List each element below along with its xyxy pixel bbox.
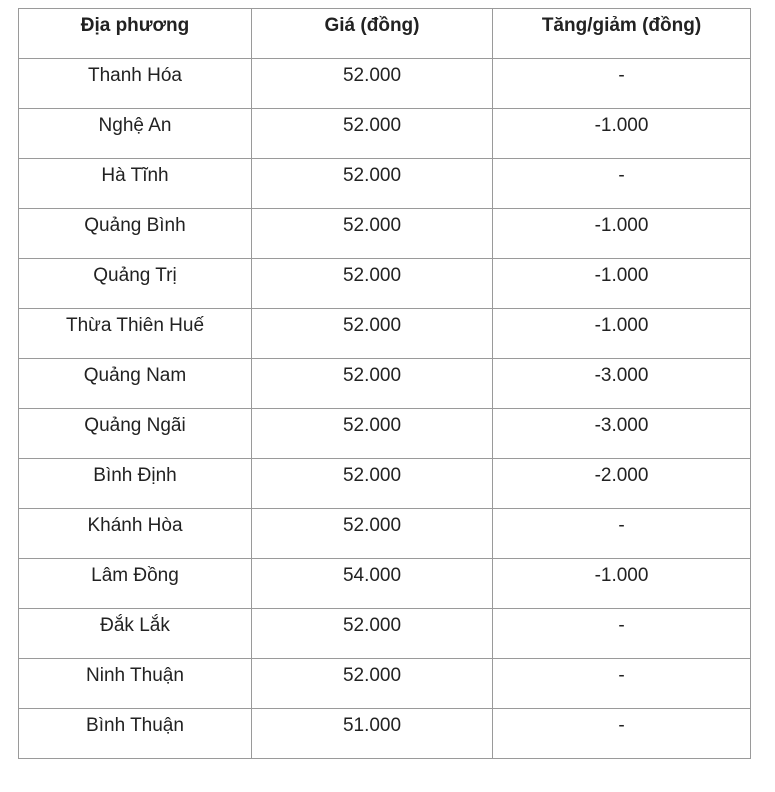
price-cell: 52.000 xyxy=(252,109,493,159)
region-cell: Lâm Đồng xyxy=(19,559,252,609)
change-cell: - xyxy=(493,609,751,659)
table-row xyxy=(19,309,751,359)
change-cell: - xyxy=(493,159,751,209)
table-row xyxy=(19,109,751,159)
region-cell: Bình Định xyxy=(19,459,252,509)
table-row xyxy=(19,409,751,459)
table-row xyxy=(19,159,751,209)
table-row xyxy=(19,459,751,509)
region-cell: Thanh Hóa xyxy=(19,59,252,109)
region-cell: Thừa Thiên Huế xyxy=(19,309,252,359)
change-cell: -1.000 xyxy=(493,559,751,609)
change-cell: -1.000 xyxy=(493,109,751,159)
region-cell: Quảng Trị xyxy=(19,259,252,309)
price-cell: 52.000 xyxy=(252,509,493,559)
price-cell: 52.000 xyxy=(252,459,493,509)
table-row xyxy=(19,559,751,609)
table-row xyxy=(19,609,751,659)
price-cell: 51.000 xyxy=(252,709,493,759)
table-row xyxy=(19,259,751,309)
region-cell: Quảng Ngãi xyxy=(19,409,252,459)
change-cell: - xyxy=(493,509,751,559)
price-cell: 52.000 xyxy=(252,209,493,259)
header-change: Tăng/giảm (đồng) xyxy=(493,9,751,59)
table-row xyxy=(19,509,751,559)
price-cell: 52.000 xyxy=(252,59,493,109)
table-body xyxy=(19,59,751,759)
region-cell: Bình Thuận xyxy=(19,709,252,759)
change-cell: - xyxy=(493,59,751,109)
change-cell: - xyxy=(493,709,751,759)
header-price: Giá (đồng) xyxy=(252,9,493,59)
header-region: Địa phương xyxy=(19,9,252,59)
region-cell: Ninh Thuận xyxy=(19,659,252,709)
table-row xyxy=(19,659,751,709)
region-cell: Quảng Bình xyxy=(19,209,252,259)
table-header-row xyxy=(19,9,751,59)
region-cell: Khánh Hòa xyxy=(19,509,252,559)
change-cell: -1.000 xyxy=(493,259,751,309)
price-cell: 52.000 xyxy=(252,659,493,709)
change-cell: -1.000 xyxy=(493,309,751,359)
table-row xyxy=(19,59,751,109)
table-row xyxy=(19,209,751,259)
change-cell: - xyxy=(493,659,751,709)
region-cell: Hà Tĩnh xyxy=(19,159,252,209)
change-cell: -2.000 xyxy=(493,459,751,509)
region-cell: Đắk Lắk xyxy=(19,609,252,659)
price-cell: 52.000 xyxy=(252,359,493,409)
region-cell: Quảng Nam xyxy=(19,359,252,409)
change-cell: -3.000 xyxy=(493,359,751,409)
price-cell: 52.000 xyxy=(252,409,493,459)
price-cell: 52.000 xyxy=(252,259,493,309)
region-cell: Nghệ An xyxy=(19,109,252,159)
price-cell: 52.000 xyxy=(252,159,493,209)
price-cell: 52.000 xyxy=(252,609,493,659)
price-cell: 54.000 xyxy=(252,559,493,609)
change-cell: -3.000 xyxy=(493,409,751,459)
table-row xyxy=(19,359,751,409)
change-cell: -1.000 xyxy=(493,209,751,259)
table-row xyxy=(19,709,751,759)
price-table xyxy=(18,8,751,759)
price-cell: 52.000 xyxy=(252,309,493,359)
